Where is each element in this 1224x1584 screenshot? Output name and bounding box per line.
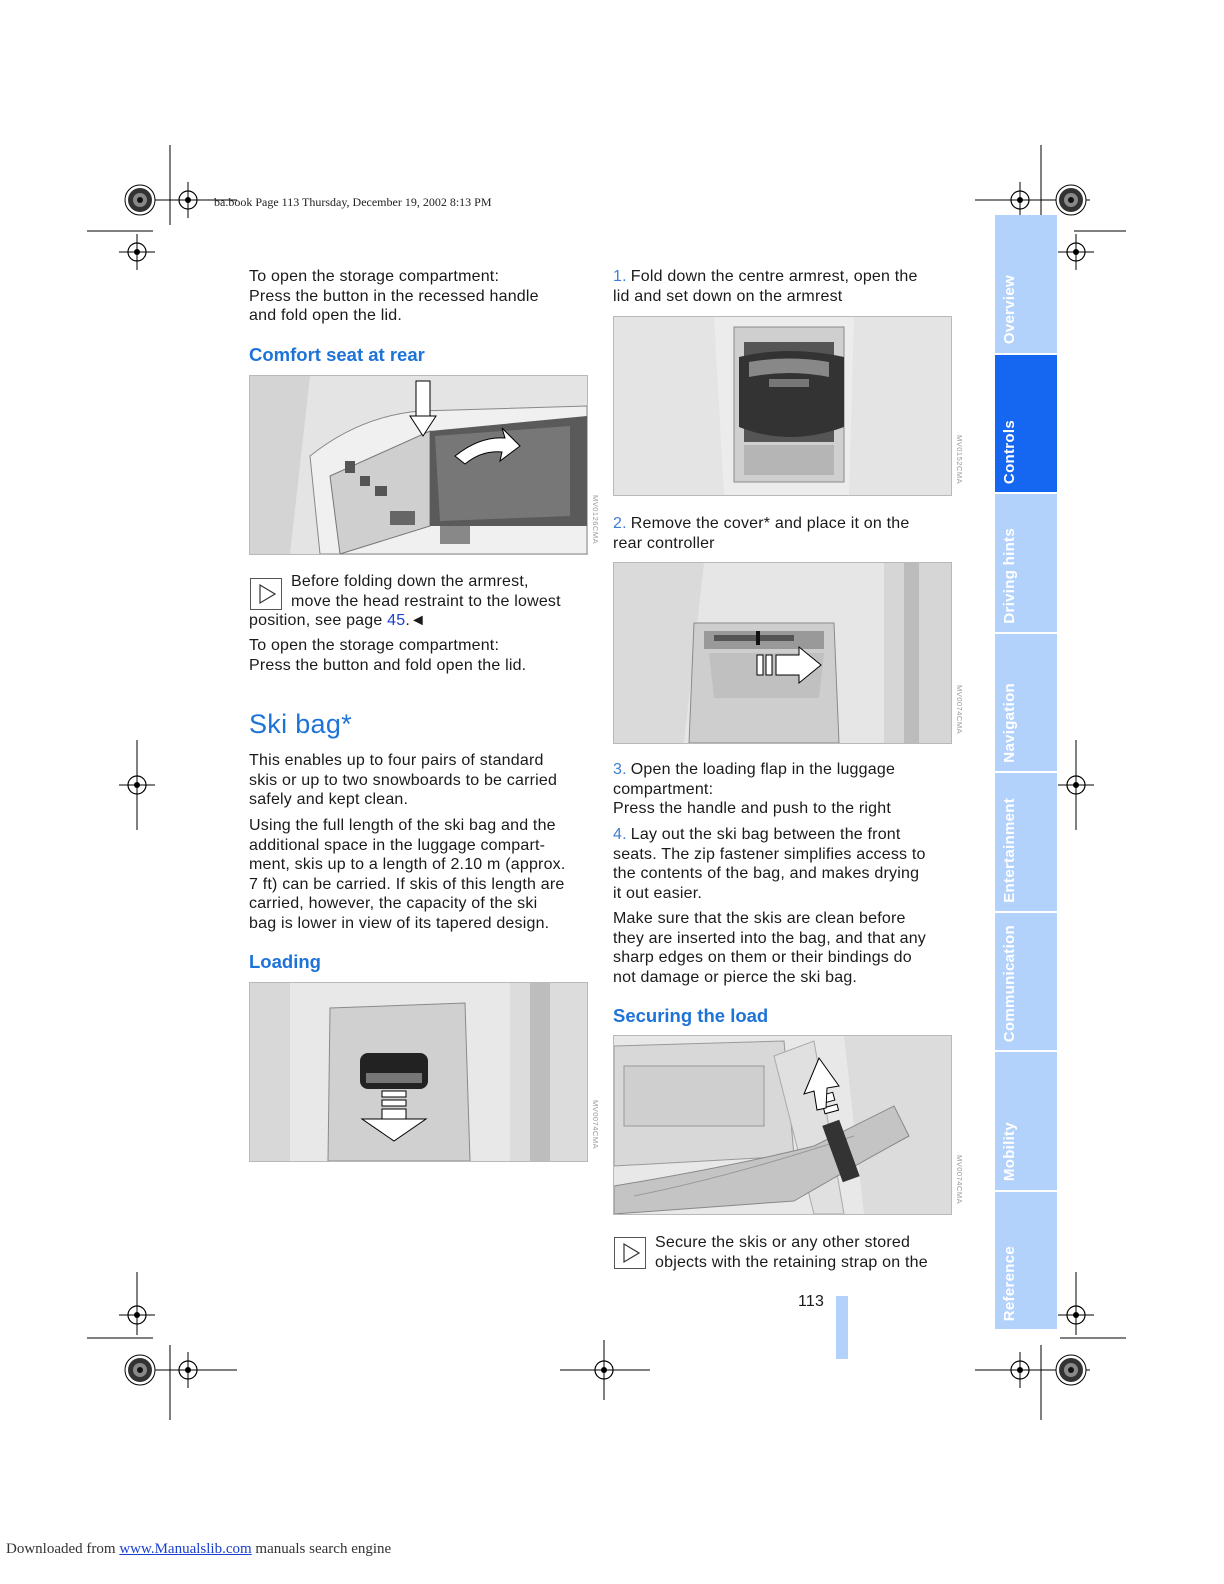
ski-bag-heading: Ski bag* [249, 709, 352, 739]
cover-removal-illustration [613, 562, 952, 744]
text-line: sharp edges on them or their bindings do [613, 949, 912, 967]
manualslib-link[interactable]: www.Manualslib.com [119, 1541, 252, 1557]
armrest-lid-illustration [613, 316, 952, 496]
note-line: Before folding down the armrest, [291, 573, 529, 590]
intro-paragraph [249, 267, 589, 332]
loading-flap-illustration [249, 982, 588, 1162]
page-number-marker [836, 1296, 848, 1359]
storage-line: Press the button and fold open the lid. [249, 656, 527, 674]
step-2 [613, 514, 958, 553]
tab-label: Overview [1001, 275, 1018, 345]
tab-label: Communication [1001, 924, 1018, 1042]
step-number: 2. [613, 515, 627, 532]
tab-label: Reference [1001, 1245, 1018, 1321]
text-line: 7 ft) can be carried. If skis of this length are [249, 875, 565, 893]
storage-paragraph [249, 636, 594, 675]
tab-mobility[interactable] [995, 1052, 1057, 1192]
armrest-illustration [249, 375, 588, 555]
step-text: lid and set down on the armrest [613, 287, 843, 305]
tab-label: Mobility [1001, 1122, 1018, 1182]
footer-text: Downloaded from [6, 1541, 120, 1557]
tab-label: Controls [1001, 419, 1018, 484]
securing-load-heading: Securing the load [613, 1005, 769, 1026]
step-text: rear controller [613, 534, 715, 552]
intro-line: Press the button in the recessed handle [249, 287, 539, 305]
storage-line: To open the storage compartment: [249, 637, 500, 654]
figure-code: MV0152CMA [955, 435, 964, 485]
tab-controls[interactable] [995, 355, 1057, 495]
note-line: move the head restraint to the lowest [291, 592, 561, 610]
loading-heading: Loading [249, 951, 321, 972]
step-text: the contents of the bag, and makes drying [613, 865, 920, 883]
intro-line: and fold open the lid. [249, 307, 402, 325]
text-line: bag is lower in view of its tapered design. [249, 914, 550, 932]
ski-bag-intro [249, 751, 594, 810]
text-line: ment, skis up to a length of 2.10 m (approx. [249, 856, 566, 874]
comfort-seat-heading: Comfort seat at rear [249, 344, 425, 365]
step-number: 1. [613, 268, 627, 285]
tab-navigation[interactable] [995, 634, 1057, 774]
step-number: 3. [613, 761, 627, 778]
tab-label: Driving hints [1001, 527, 1018, 624]
tab-entertainment[interactable] [995, 773, 1057, 913]
text-line: This enables up to four pairs of standard [249, 752, 544, 769]
note-line: position, see page [249, 612, 388, 630]
tab-label: Navigation [1001, 683, 1018, 763]
tab-reference[interactable] [995, 1192, 1057, 1332]
note-retaining-strap [655, 1233, 960, 1272]
text-line: skis or up to two snowboards to be carried [249, 771, 558, 789]
step-number: 4. [613, 826, 627, 843]
page-number: 113 [798, 1293, 825, 1310]
footer-text: manuals search engine [251, 1541, 392, 1557]
note-line: Secure the skis or any other stored [655, 1234, 911, 1251]
text-line: Make sure that the skis are clean before [613, 910, 906, 927]
step-text: Lay out the ski bag between the front [630, 826, 901, 843]
figure-code: MV0074CMA [591, 1100, 600, 1150]
download-footer [6, 1541, 391, 1558]
text-line: not damage or pierce the ski bag. [613, 968, 858, 986]
securing-strap-illustration [613, 1035, 952, 1215]
step-text: Fold down the centre armrest, open the [630, 268, 918, 285]
clean-skis-paragraph [613, 909, 958, 987]
page-link[interactable]: 45 [387, 612, 406, 630]
note-line: objects with the retaining strap on the [655, 1253, 928, 1271]
step-text: seats. The zip fastener simplifies access to [613, 845, 926, 863]
end-marker: .◄ [405, 612, 427, 630]
note-armrest [249, 572, 594, 631]
figure-code: MV0126CMA [591, 495, 600, 545]
step-text: Press the handle and push to the right [613, 800, 892, 818]
step-3 [613, 760, 958, 819]
figure-code: MV0074CMA [955, 1155, 964, 1205]
step-text: Remove the cover* and place it on the [630, 515, 910, 532]
text-line: safely and kept clean. [249, 791, 409, 809]
tab-label: Entertainment [1001, 797, 1018, 903]
figure-code: MV0074CMA [955, 685, 964, 735]
text-line: Using the full length of the ski bag and the [249, 817, 556, 834]
note-arrow-icon [614, 1237, 646, 1269]
ski-bag-length [249, 816, 594, 934]
step-1 [613, 267, 958, 306]
book-info-header: ba.book Page 113 Thursday, December 19, 2002 8:13 PM [214, 195, 492, 209]
tab-driving-hints[interactable] [995, 494, 1057, 634]
tab-communication[interactable] [995, 913, 1057, 1053]
step-text: compartment: [613, 780, 714, 798]
step-text: Open the loading flap in the luggage [630, 761, 896, 778]
tab-overview[interactable] [995, 215, 1057, 355]
step-text: it out easier. [613, 884, 703, 902]
intro-line: To open the storage compartment: [249, 268, 500, 285]
text-line: they are inserted into the bag, and that any [613, 929, 927, 947]
text-line: additional space in the luggage compart- [249, 836, 546, 854]
text-line: carried, however, the capacity of the ski [249, 895, 538, 913]
step-4 [613, 825, 958, 903]
